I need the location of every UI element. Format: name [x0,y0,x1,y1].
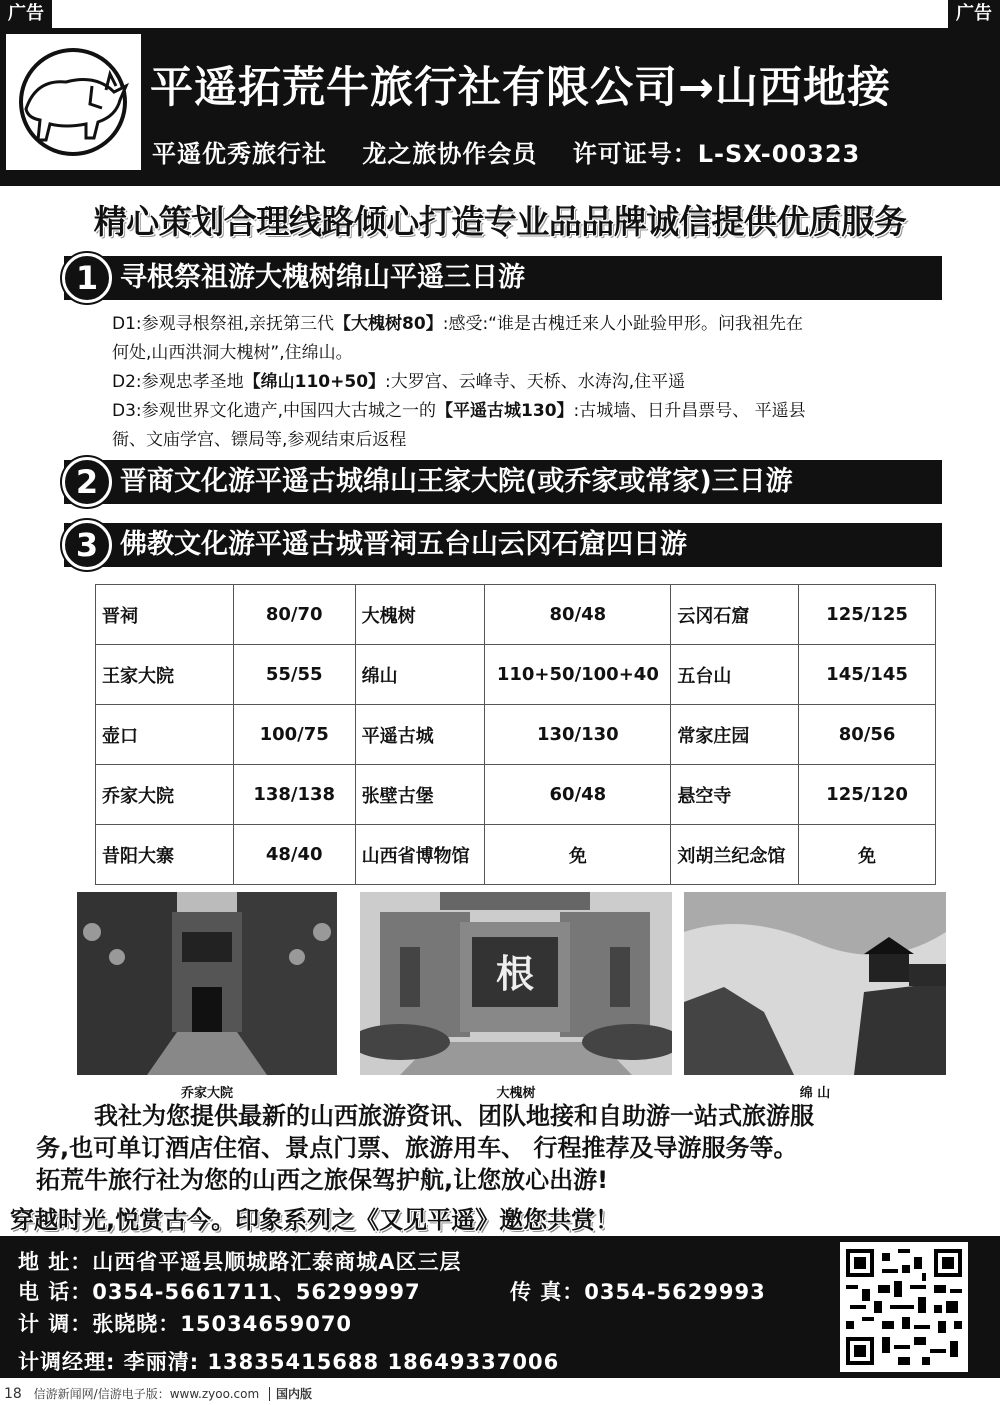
ticket-price: 125/125 [799,585,936,645]
photo-big-locust-tree [360,892,672,1075]
ticket-price: 免 [799,825,936,885]
credential-member: 龙之旅协作会员 [362,140,538,168]
route-1-number: 1 [62,253,112,303]
manager-contact: 计调经理: 李丽清: 13835415688 18649337006 [18,1350,560,1374]
itin-text: 何处,山西洪洞大槐树”,住绵山。 [112,343,353,363]
caption-mianshan: 绵 山 [799,1086,831,1101]
itin-text: :大罗宫、云峰寺、天桥、水涛沟,住平遥 [385,372,686,392]
price-row [96,765,936,825]
attraction-name: 山西省博物馆 [355,825,485,885]
ticket-price: 145/145 [799,645,936,705]
route-3-number: 3 [62,520,112,570]
itin-text: D2:参观忠孝圣地 [112,372,244,392]
attraction-name: 五台山 [671,645,799,705]
ticket-price: 48/40 [233,825,355,885]
photo-qiao-courtyard [77,892,337,1075]
contact-footer [0,1236,1000,1378]
ticket-price: 130/130 [485,705,671,765]
ticket-price: 80/56 [799,705,936,765]
credential-excellent: 平遥优秀旅行社 [152,140,327,168]
fax: 传 真：0354-5629993 [510,1280,766,1304]
price-row [96,585,936,645]
section-label: 国内版 [269,1387,312,1401]
itin-text: :古城墙、日升昌票号、 平遥县 [573,401,806,421]
attraction-name: 乔家大院 [96,765,234,825]
attraction-name: 常家庄园 [671,705,799,765]
ticket-price: 80/70 [233,585,355,645]
page-footer-strip [0,1384,1000,1405]
qr-code-icon[interactable] [840,1242,968,1372]
itin-highlight: 【大槐树80】 [334,314,443,334]
price-row [96,825,936,885]
attraction-name: 绵山 [355,645,485,705]
route-3-title: 佛教文化游平遥古城晋祠五台山云冈石窟四日游 [64,523,942,567]
photo-mian-mountain [684,892,946,1075]
ticket-price-table [95,584,936,885]
itin-text: 衙、文庙学宫、镖局等,参观结束后返程 [112,430,407,450]
page-number: 18 [4,1386,22,1402]
itin-highlight: 【平遥古城130】 [436,401,574,421]
show-tagline: 穿越时光,悦赏古今。印象系列之《又见平遥》邀您共赏！ [10,1206,620,1234]
caption-locust-tree: 大槐树 [496,1086,536,1101]
ticket-price: 125/120 [799,765,936,825]
ticket-price: 60/48 [485,765,671,825]
itinerary-d3 [112,397,942,455]
company-credentials [152,134,886,169]
itin-highlight: 【绵山110+50】 [243,372,386,392]
ticket-price: 55/55 [233,645,355,705]
attraction-name: 大槐树 [355,585,485,645]
planner-contact: 计 调：张晓晓：15034659070 [18,1312,353,1336]
price-row [96,705,936,765]
attraction-name: 云冈石窟 [671,585,799,645]
website-link[interactable]: 信游新闻网/信游电子版：www.zyoo.com [33,1387,260,1401]
ticket-price: 100/75 [233,705,355,765]
ticket-price: 110+50/100+40 [485,645,671,705]
phone: 电 话：0354-5661711、56299997 [18,1280,421,1304]
itin-text: :感受:“谁是古槐迁来人小趾验甲形。问我祖先在 [442,314,803,334]
address: 地 址：山西省平遥县顺城路汇泰商城A区三层 [18,1250,462,1274]
price-row [96,645,936,705]
ticket-price: 免 [485,825,671,885]
attraction-name: 平遥古城 [355,705,485,765]
bull-logo-icon [6,34,141,170]
intro-line-1: 我社为您提供最新的山西旅游资讯、团队地接和自助游一站式旅游服 [94,1102,814,1130]
itin-text: D3:参观世界文化遗产,中国四大古城之一的 [112,401,437,421]
credential-license: 许可证号：L-SX-00323 [572,140,861,168]
attraction-name: 张壁古堡 [355,765,485,825]
attraction-name: 悬空寺 [671,765,799,825]
ticket-price: 80/48 [485,585,671,645]
slogan: 精心策划合理线路倾心打造专业品品牌诚信提供优质服务 [93,202,907,241]
sign-root-character: 根 [495,952,535,996]
itinerary-d1 [112,310,942,368]
header-banner [0,28,1000,186]
ticket-price: 138/138 [233,765,355,825]
intro-line-2: 务,也可单订酒店住宿、景点门票、旅游用车、 行程推荐及导游服务等。 [36,1134,798,1162]
ad-label-left: 广告 [0,0,52,28]
attraction-name: 壶口 [96,705,234,765]
intro-line-3: 拓荒牛旅行社为您的山西之旅保驾护航,让您放心出游! [36,1166,609,1194]
attraction-name: 王家大院 [96,645,234,705]
attraction-name: 昔阳大寨 [96,825,234,885]
itin-text: D1:参观寻根祭祖,亲抚第三代 [112,314,335,334]
itinerary-d2 [112,368,942,397]
attraction-name: 刘胡兰纪念馆 [671,825,799,885]
attraction-name: 晋祠 [96,585,234,645]
route-1-title: 寻根祭祖游大槐树绵山平遥三日游 [64,256,942,300]
route-2-number: 2 [62,457,112,507]
company-name: 平遥拓荒牛旅行社有限公司→山西地接 [150,63,892,113]
route-2-title: 晋商文化游平遥古城绵山王家大院(或乔家或常家)三日游 [64,460,942,504]
caption-qiao: 乔家大院 [180,1086,233,1101]
ad-label-right: 广告 [948,0,1000,28]
